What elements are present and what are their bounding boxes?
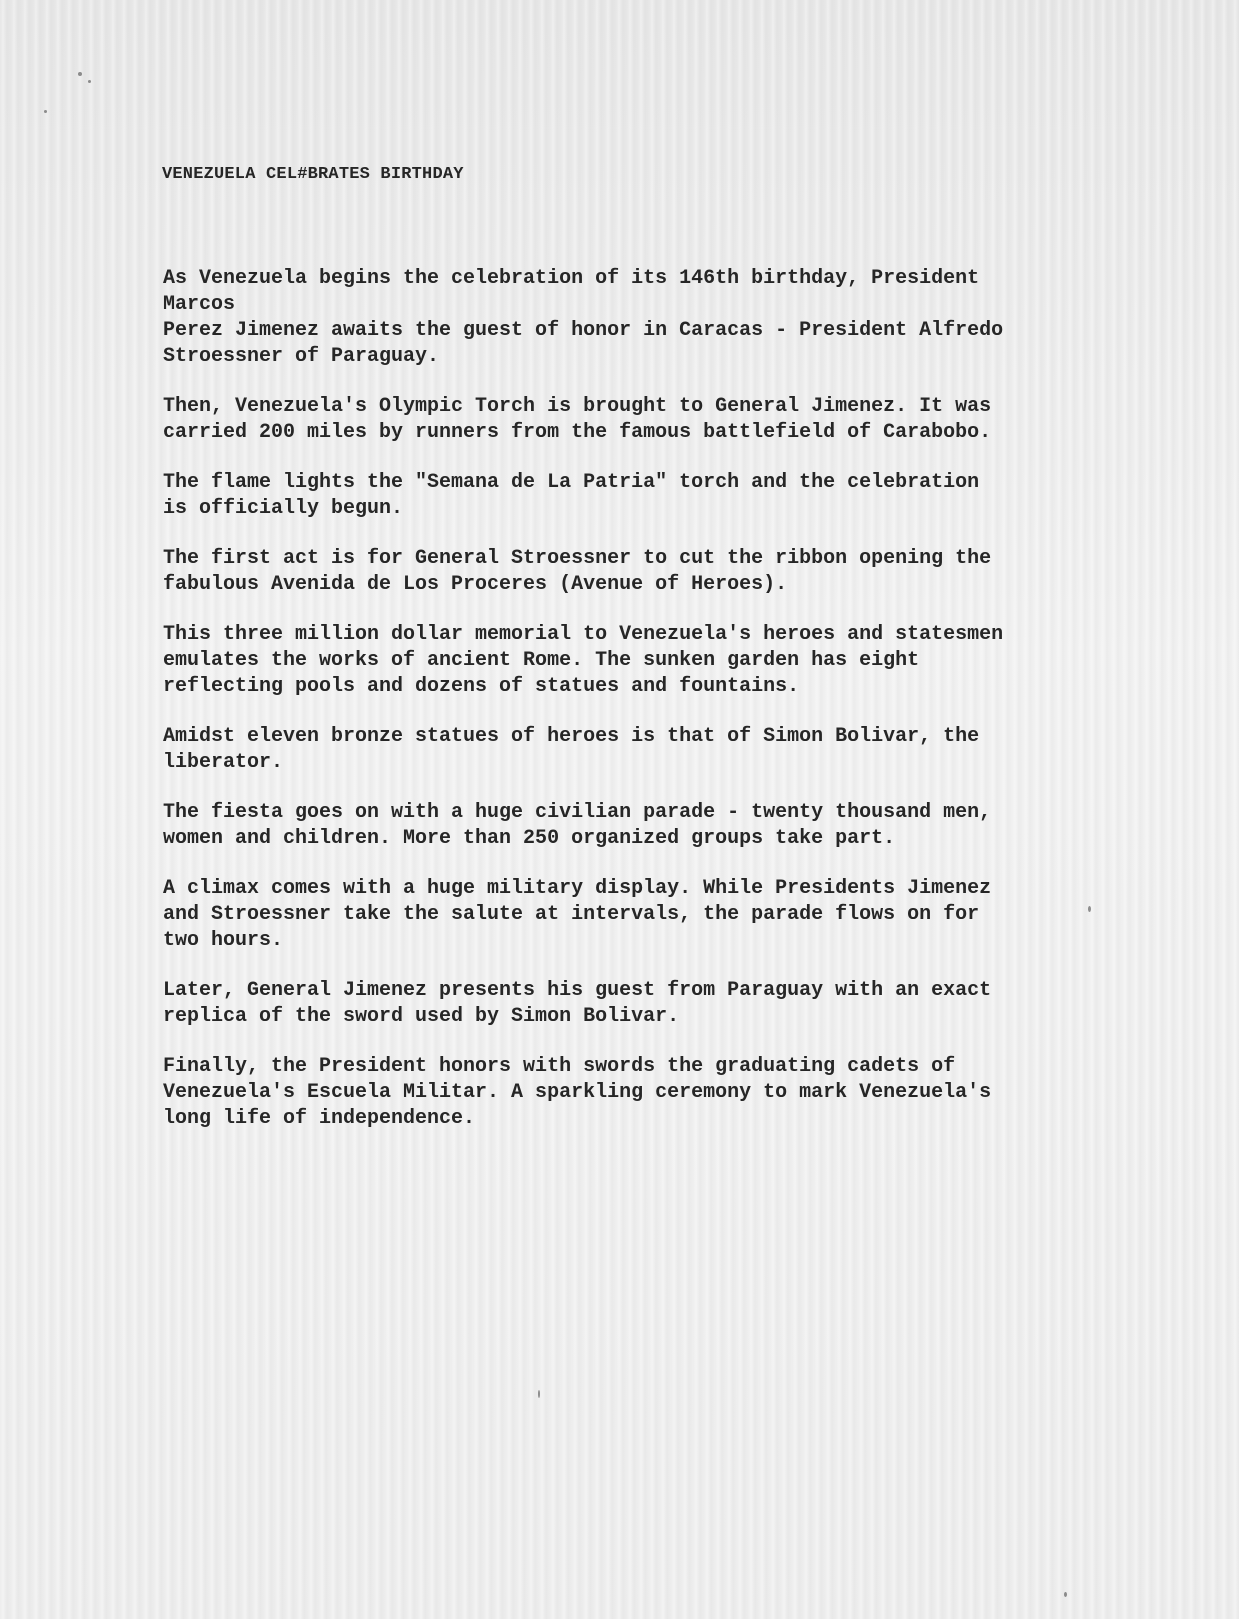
paragraph-flame-lighting: The flame lights the "Semana de La Patria" torch and the celebration is officially begun. <box>163 471 980 520</box>
paper-speck <box>1088 906 1091 912</box>
paper-speck <box>78 72 82 76</box>
paragraph-civilian-parade: The fiesta goes on with a huge civilian parade - twenty thousand men, women and children. More than 250 organized groups take part. <box>163 801 992 850</box>
paragraph-military-display: A climax comes with a huge military display. While Presidents Jimenez and Stroessner take the salute at intervals, the parade flows on for two hours. <box>163 877 992 952</box>
paper-speck <box>1064 1592 1067 1597</box>
paragraph-graduating-cadets: Finally, the President honors with swords the graduating cadets of Venezuela's Escuela Militar. A sparkling ceremony to mark Venezuela's long life of independence. <box>163 1055 992 1130</box>
paper-speck <box>538 1390 540 1398</box>
document-body <box>163 266 1063 1156</box>
paper-speck <box>88 80 91 83</box>
paragraph-sword-replica: Later, General Jimenez presents his guest from Paraguay with an exact replica of the sword used by Simon Bolivar. <box>163 979 992 1028</box>
paragraph-ribbon-cutting: The first act is for General Stroessner to cut the ribbon opening the fabulous Avenida de Los Proceres (Avenue of Heroes). <box>163 547 992 596</box>
paragraph-bronze-statues: Amidst eleven bronze statues of heroes is that of Simon Bolivar, the liberator. <box>163 725 980 774</box>
paragraph-birthday-intro: As Venezuela begins the celebration of its 146th birthday, President Marcos Perez Jimenez awaits the guest of honor in Caracas - President Alfredo Stroessner of Paraguay. <box>163 267 1004 368</box>
document-title: VENEZUELA CEL#BRATES BIRTHDAY <box>162 165 464 184</box>
paper-speck <box>44 110 47 113</box>
paragraph-memorial: This three million dollar memorial to Venezuela's heroes and statesmen emulates the works of ancient Rome. The sunken garden has eight reflecting pools and dozens of statues and fountains. <box>163 623 1004 698</box>
paragraph-olympic-torch: Then, Venezuela's Olympic Torch is brought to General Jimenez. It was carried 200 miles by runners from the famous battlefield of Carabobo. <box>163 395 992 444</box>
